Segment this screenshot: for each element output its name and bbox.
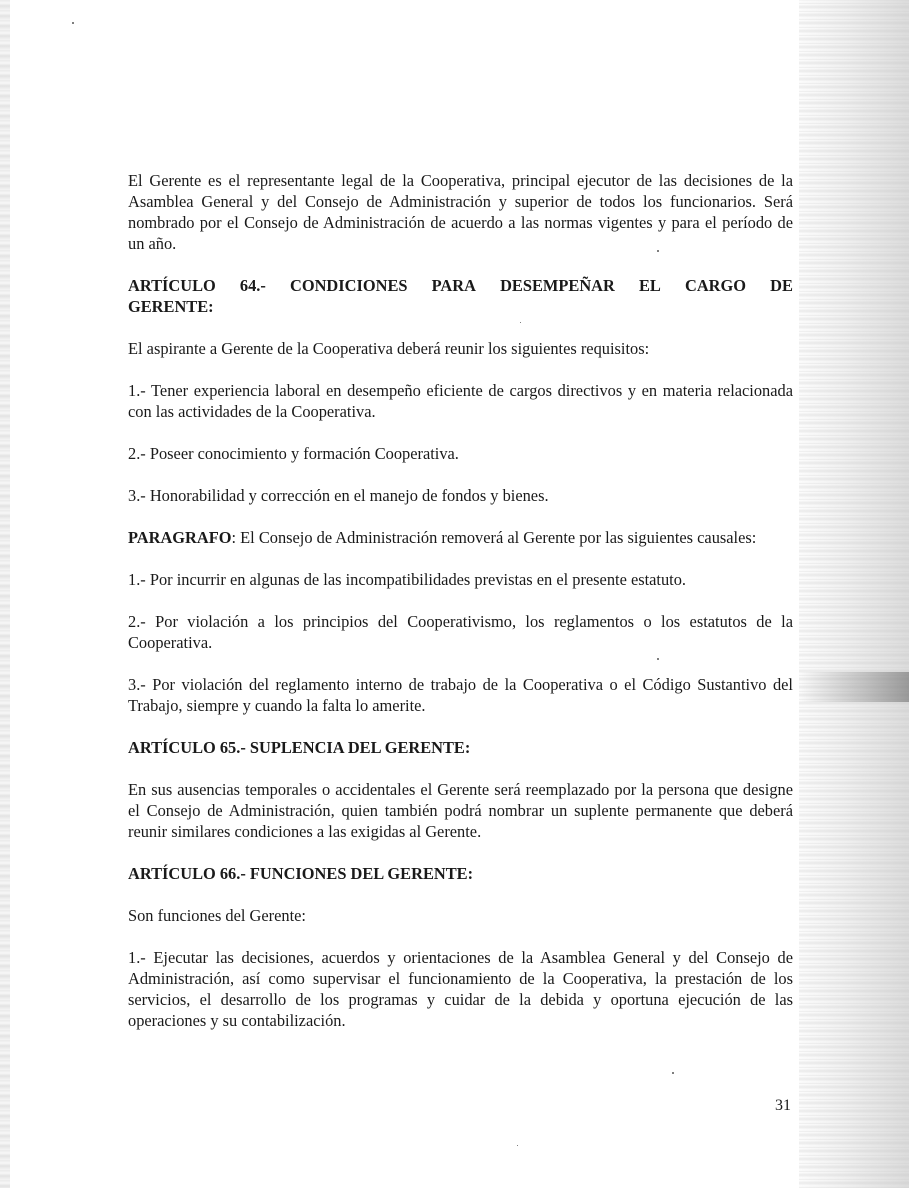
requirement-item: 2.- Poseer conocimiento y formación Cooperativa. [128,444,459,463]
scan-edge-left [0,0,10,1188]
article-64-title-word: EL [638,276,661,295]
article-64-heading-continuation: GERENTE: [128,297,214,316]
requirement-item: 1.- Tener experiencia laboral en desempeño eficiente de cargos directivos y en materia relacionada con las actividades de la Cooperativa. [128,381,793,421]
removal-cause-item: 1.- Por incurrir en algunas de las incompatibilidades previstas en el presente estatuto. [128,570,687,589]
page-number: 31 [775,1097,791,1114]
scan-edge-right [799,0,909,1188]
article-64-heading [128,275,793,296]
article-64-label: ARTÍCULO [128,276,216,295]
article-64-title-word: CARGO [685,276,747,295]
article-65-heading: ARTÍCULO 65.- SUPLENCIA DEL GERENTE: [128,738,471,757]
article-66-heading: ARTÍCULO 66.- FUNCIONES DEL GERENTE: [128,864,474,883]
removal-cause-item: 3.- Por violación del reglamento interno de trabajo de la Cooperativa o el Código Sustantivo del Trabajo, siempre y cuando la falta lo amerite. [128,675,793,715]
requirement-item: 3.- Honorabilidad y corrección en el manejo de fondos y bienes. [128,486,549,505]
scan-speck [672,1072,674,1074]
article-64-number: 64.- [239,276,266,295]
document-body [128,170,793,1031]
article-65-text: En sus ausencias temporales o accidentales el Gerente será reemplazado por la persona que designe el Consejo de Administración, quien también podrá nombrar un suplente permanente que deberá reunir similares condiciones a las exigidas al Gerente. [128,780,793,841]
scan-speck [517,1145,518,1146]
paragraph-text: : El Consejo de Administración removerá al Gerente por las siguientes causales: [231,528,757,547]
paragraph-label: PARAGRAFO [128,528,232,547]
article-64-title-word: PARA [431,276,476,295]
article-64-title-word: DE [770,276,793,295]
scan-speck [72,22,74,24]
function-item: 1.- Ejecutar las decisiones, acuerdos y orientaciones de la Asamblea General y del Consejo de Administración, así como supervisar el funcionamiento de la Cooperativa, la prestación de los servicios, el desarrollo de los programas y cuidar de la debida y oportuna ejecución de las operaciones y su contabilización. [128,948,793,1030]
article-64-title-word: CONDICIONES [290,276,408,295]
article-66-intro: Son funciones del Gerente: [128,906,306,925]
scan-shadow-band [799,672,909,702]
article-64-intro: El aspirante a Gerente de la Cooperativa deberá reunir los siguientes requisitos: [128,339,650,358]
paragraph-note [128,527,793,548]
intro-paragraph: El Gerente es el representante legal de la Cooperativa, principal ejecutor de las decisiones de la Asamblea General y del Consejo de Administración y superior de todos los funcionarios. Será nombrado por el Consejo de Administración de acuerdo a las normas vigentes y para el período de un año. [128,171,793,253]
removal-cause-item: 2.- Por violación a los principios del Cooperativismo, los reglamentos o los estatutos de la Cooperativa. [128,612,793,652]
article-64-title-word: DESEMPEÑAR [500,276,615,295]
